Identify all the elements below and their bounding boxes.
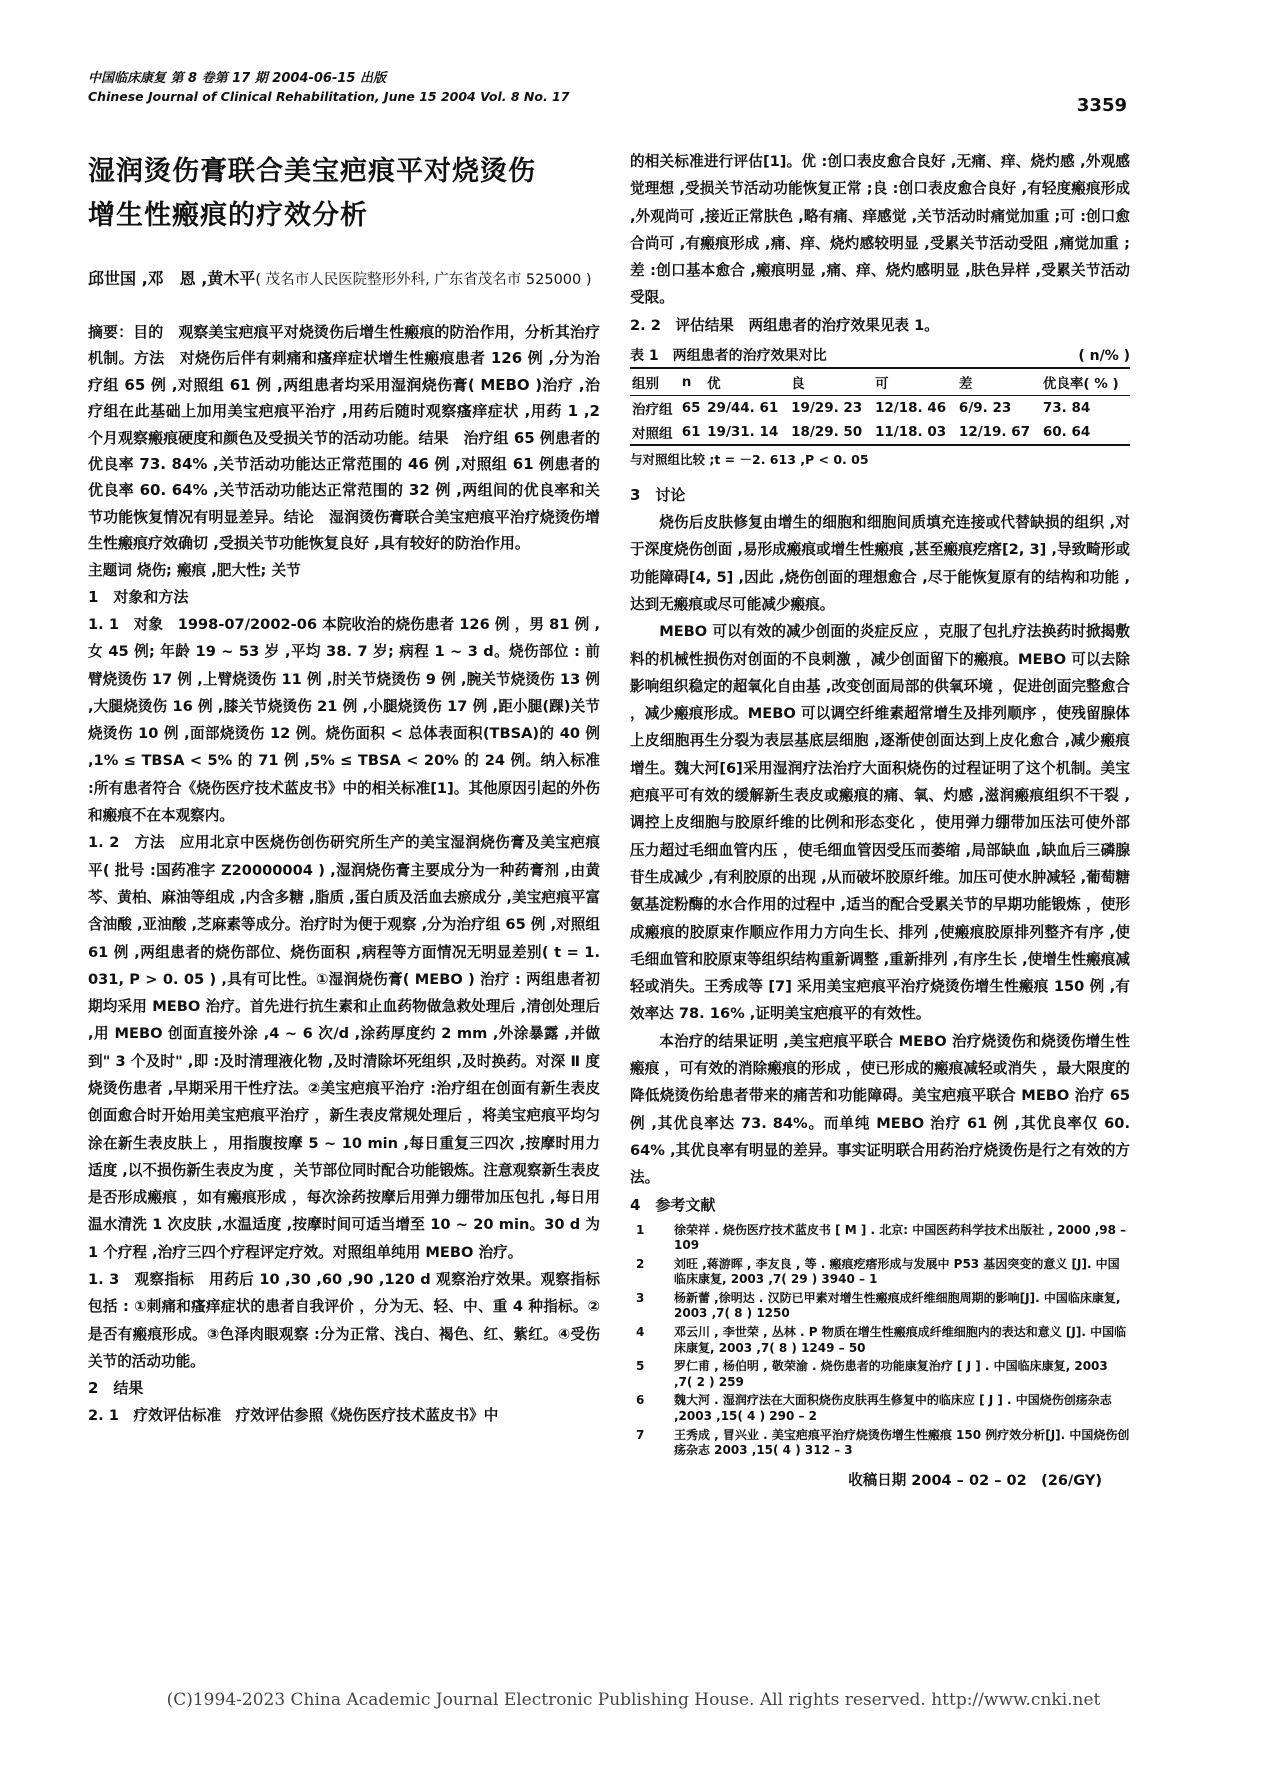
right-column <box>630 148 1130 1490</box>
section-heading-2: 2 结果 <box>88 1379 144 1398</box>
reference-text: 刘旺 ,蒋游晖 , 李友良 , 等 . 瘢痕疙瘩形成与发展中 P53 基因突变的意义 [J]. 中国临床康复, 2003 ,7( 29 ) 3940 – 1 <box>674 1256 1120 1287</box>
table-cell: 11/18. 03 <box>873 420 957 445</box>
article-title <box>88 150 600 238</box>
table-cell: 65 <box>681 400 701 417</box>
table-header-cell: n <box>680 368 705 396</box>
paragraph-criteria-start: 2. 1 疗效评估标准 疗效评估参照《烧伤医疗技术蓝皮书》中 <box>88 1407 499 1425</box>
table-cell: 12/18. 46 <box>875 400 947 417</box>
table-unit: ( n/% ) <box>1078 348 1130 365</box>
paragraph-results: 2. 2 评估结果 两组患者的治疗效果见表 1。 <box>630 316 939 334</box>
table-cell: 19/31. 14 <box>705 420 789 445</box>
table-cell: 60. 64 <box>1041 420 1130 445</box>
page-number: 3359 <box>1076 95 1127 116</box>
copyright-footer: (C)1994-2023 China Academic Journal Electronic Publishing House. All rights reserved. http://www.cnki.net <box>166 1690 1101 1710</box>
table-note: 与对照组比较 ;t = －2. 613 ,P < 0. 05 <box>630 452 869 468</box>
reference-item <box>630 1325 1130 1356</box>
running-header <box>88 70 569 106</box>
paragraph-methods: 1. 2 方法 应用北京中医烧伤创伤研究所生产的美宝湿润烧伤膏及美宝疤痕平( 批号 :国药准字 Z20000004 ) ,湿润烧伤膏主要成分为一种药膏剂 ,由黄芩、黄柏、麻油等组成 ,内含多糖 ,脂质 ,蛋白质及活血去瘀成分 ,美宝疤痕平富含油酸 ,亚油酸 ,芝麻素等成分。治疗时为便于观察 ,分为治疗组 65 例 ,对照组 61 例 ,两组患者的烧伤部位、烧伤面积 ,病程等方面情况无明显差别( t = 1. 031, P > 0. 05 ) ,具有可比性。①湿润烧伤膏( MEBO ) 治疗 : 两组患者初期均采用 MEBO 治疗。首先进行抗生素和止血药物做急救处理后 ,清创处理后 ,用 MEBO 创面直接外涂 ,4 ~ 6 次/d ,涂药厚度约 2 mm ,外涂暴露 ,并做到" 3 个及时" ,即 :及时清理液化物 ,及时清除坏死组织 ,及时换药。对深 Ⅱ 度烧烫伤患者 ,早期采用干性疗法。②美宝疤痕平治疗 :治疗组在创面有新生表皮创面愈合时开始用美宝疤痕平治疗 ，新生表皮常规处理后 ，将美宝疤痕平均匀涂在新生表皮肤上 ，用指腹按摩 5 ~ 10 min ,每日重复三四次 ,按摩时用力适度 ,以不损伤新生表皮为度 ，关节部位同时配合功能锻炼。注意观察新生表皮是否形成瘢痕 ，如有瘢痕形成 ，每次涂药按摩后用弹力绷带加压包扎 ,每日用温水清洗 1 次皮肤 ,水温适度 ,按摩时间可适当增至 10 ~ 20 min。30 d 为 1 个疗程 ,治疗三四个疗程评定疗效。对照组单纯用 MEBO 治疗。 <box>88 834 600 1261</box>
section-heading-1: 1 对象和方法 <box>88 587 189 606</box>
reference-number: 5 <box>636 1359 645 1374</box>
reference-text: 魏大河 . 湿润疗法在大面积烧伤皮肤再生修复中的临床应 [ J ] . 中国烧伤创疡杂志 ,2003 ,15( 4 ) 290 – 2 <box>674 1393 1112 1424</box>
table-cell: 12/19. 67 <box>957 420 1041 445</box>
reference-item <box>630 1257 1130 1288</box>
table-caption <box>630 345 1130 367</box>
table-cell: 73. 84 <box>1042 400 1091 417</box>
reference-item <box>630 1393 1130 1424</box>
table-header-cell: 可 <box>873 368 957 396</box>
table-header-row <box>630 368 1130 396</box>
table-header-cell: 优 <box>705 368 789 396</box>
paragraph-subjects: 1. 1 对象 1998-07/2002-06 本院收治的烧伤患者 126 例 ，男 81 例 ,女 45 例; 年龄 19 ~ 53 岁 ,平均 38. 7 岁; 病程 1 ~ 3 d。烧伤部位 : 前臂烧烫伤 17 例 ,上臂烧烫伤 11 例 ,肘关节烧烫伤 9 例 ,腕关节烧烫伤 13 例 ,大腿烧烫伤 16 例 ,膝关节烧烫伤 21 例 ,小腿烧烫伤 17 例 ,距小腿(踝)关节烧烫伤 10 例 ,面部烧烫伤 12 例。烧伤面积 < 总体表面积(TBSA)的 40 例 ,1% ≤ TBSA < 5% 的 71 例 ,5% ≤ TBSA < 20% 的 24 例。纳入标准 :所有患者符合《烧伤医疗技术蓝皮书》中的相关标准[1]。其他原因引起的外伤和瘢痕不在本观察内。 <box>88 615 600 825</box>
table-cell: 61 <box>680 420 705 445</box>
abstract: 摘要：目的 观察美宝疤痕平对烧烫伤后增生性瘢痕的防治作用，分析其治疗机制。方法 对烧伤后伴有刺痛和瘙痒症状增生性瘢痕患者 126 例 ,分为治疗组 65 例 ,对照组 61 例 ,两组患者均采用湿润烧伤膏( MEBO )治疗 ,治疗组在此基础上加用美宝疤痕平治疗 ,用药后随时观察瘙痒症状 ,用药 1 ,2 个月观察瘢痕硬度和颜色及受损关节的活动功能。结果 治疗组 65 例患者的优良率 73. 84% ,关节活动功能达正常范围的 46 例 ,对照组 61 例患者的优良率 60. 64% ,关节活动功能达正常范围的 32 例 ,两组间的优良率和关节功能恢复情况有明显差异。结论 湿润烫伤膏联合美宝疤痕平治疗烧烫伤增生性瘢痕疗效确切 ,受损关节功能恢复良好 ,具有较好的防治作用。 <box>88 323 600 553</box>
table-cell: 6/9. 23 <box>958 400 1012 417</box>
authors <box>88 266 600 293</box>
table-cell: 治疗组 <box>632 402 673 419</box>
reference-text: 徐荣祥 . 烧伤医疗技术蓝皮书 [ M ] . 北京: 中国医药科学技术出版社 , 2000 ,98 – 109 <box>674 1222 1127 1253</box>
paragraph-discussion-3: 本治疗的结果证明 ,美宝疤痕平联合 MEBO 治疗烧烫伤和烧烫伤增生性瘢痕 ，可有效的消除瘢痕的形成 ，使已形成的瘢痕减轻或消失 ，最大限度的降低烧烫伤给患者带来的痛苦和功能障碍。美宝疤痕平联合 MEBO 治疗 65 例 ,其优良率达 73. 84%。而单纯 MEBO 治疗 61 例 ,其优良率仅 60. 64% ,其优良率有明显的差异。事实证明联合用药治疗烧烫伤是行之有效的方法。 <box>630 1032 1130 1187</box>
table-cell: 29/44. 61 <box>707 400 779 417</box>
journal-header-cn: 中国临床康复 第 8 卷第 17 期 2004-06-15 出版 <box>88 71 386 86</box>
reference-item <box>630 1428 1130 1459</box>
reference-number: 2 <box>636 1256 645 1271</box>
paragraph-indicators: 1. 3 观察指标 用药后 10 ,30 ,60 ,90 ,120 d 观察治疗效果。观察指标包括 : ①刺痛和瘙痒症状的患者自我评价 ，分为无、轻、中、重 4 种指标。②是否有瘢痕形成。③色泽肉眼观察 :分为正常、浅白、褐色、红、紫红。④受伤关节的活动功能。 <box>88 1271 600 1370</box>
left-column <box>88 150 600 1430</box>
table-row <box>630 396 1130 421</box>
reference-number: 1 <box>636 1222 645 1237</box>
section-heading-4: 4 参考文献 <box>630 1195 716 1214</box>
reference-number: 4 <box>636 1325 645 1340</box>
reference-text: 罗仁甫 , 杨伯明 , 敬荣渝 . 烧伤患者的功能康复治疗 [ J ] . 中国临床康复, 2003 ,7( 2 ) 259 <box>674 1359 1108 1389</box>
reference-number: 6 <box>636 1393 645 1408</box>
table-header-cell: 组别 <box>630 368 680 396</box>
paragraph-discussion-1: 烧伤后皮肤修复由增生的细胞和细胞间质填充连接或代替缺损的组织 ,对于深度烧伤创面 ,易形成瘢痕或增生性瘢痕 ,甚至瘢痕疙瘩[2, 3] ,导致畸形或功能障碍[4, 5] ,因此 ,烧伤创面的理想愈合 ,尽于能恢复原有的结构和功能 ,达到无瘢痕或尽可能减少瘢痕。 <box>630 514 1130 613</box>
reference-text: 邓云川 , 李世荣 , 丛林 . P 物质在增生性瘢痕成纤维细胞内的表达和意义 [J]. 中国临床康复, 2003 ,7( 8 ) 1249 – 50 <box>674 1325 1127 1355</box>
reference-number: 7 <box>636 1427 645 1442</box>
keywords: 主题词 烧伤; 瘢痕 ,肥大性; 关节 <box>88 561 301 579</box>
table-cell: 对照组 <box>630 420 680 445</box>
table-header-cell: 良 <box>789 368 873 396</box>
reference-item <box>630 1223 1130 1254</box>
paragraph-criteria-cont: 的相关标准进行评估[1]。优 :创口表皮愈合良好 ,无痛、痒、烧灼感 ,外观感觉理想 ,受损关节活动功能恢复正常 ;良 :创口表皮愈合良好 ,有轻度瘢痕形成 ,外观尚可 ,接近正常肤色 ,略有痛、痒感觉 ,关节活动时痛觉加重 ;可 :创口愈合尚可 ,有瘢痕形成 ,痛、痒、烧灼感较明显 ,受累关节活动受阻 ,痛觉加重 ;差 :创口基本愈合 ,瘢痕明显 ,痛、痒、烧灼感明显 ,肤色异样 ,受累关节活动受限。 <box>630 153 1130 307</box>
reference-item <box>630 1291 1130 1322</box>
title-line-1: 湿润烫伤膏联合美宝疤痕平对烧烫伤 <box>88 156 536 187</box>
reference-number: 3 <box>636 1290 645 1305</box>
results-table <box>630 367 1130 446</box>
table-header-cell: 优良率( % ) <box>1041 368 1130 396</box>
reference-text: 王秀成 , 冒兴业 . 美宝疤痕平治疗烧烫伤增生性瘢痕 150 例疗效分析[J]. 中国烧伤创疡杂志 2003 ,15( 4 ) 312 – 3 <box>674 1427 1130 1458</box>
journal-header-en: Chinese Journal of Clinical Rehabilitation, June 15 2004 Vol. 8 No. 17 <box>88 89 570 104</box>
reference-item <box>630 1359 1130 1390</box>
paragraph-discussion-2: MEBO 可以有效的减少创面的炎症反应 ，克服了包扎疗法换药时掀揭敷料的机械性损伤对创面的不良刺激 ，减少创面留下的瘢痕。MEBO 可以去除影响组织稳定的超氧化自由基 ,改变创面局部的供氧环境 ，促进创面完整愈合 ，减少瘢痕形成。MEBO 可以调空纤维素超常增生及排列顺序 ，使残留腺体上皮细胞再生分裂为表层基底层细胞 ,逐渐使创面达到上皮化愈合 ,减少瘢痕增生。魏大河[6]采用湿润疗法治疗大面积烧伤的过程证明了这个机制。美宝疤痕平可有效的缓解新生表皮或瘢痕的痛、氧、灼感 ,滋润瘢痕组织不干裂 ,调控上皮细胞与胶原纤维的比例和形态变化 ，使用弹力绷带加压法可使外部压力超过毛细血管内压 ，使毛细血管因受压而萎缩 ,局部缺血 ,缺血后三磷腺苷生成减少 ,有利胶原的出现 ,从而破坏胶原纤维。加压可使水肿减轻 ,葡萄糖氨基淀粉酶的水合作用的过程中 ,适当的配合受累关节的早期功能锻炼 ，使形成瘢痕的胶原束作顺应作用力方向生长、排列 ,使瘢痕胶原排列整齐有序 ,使毛细血管和胶原束等组织结构重新调整 ,重新排列 ,有序生长 ,使增生性瘢痕减轻或消失。王秀成等 [7] 采用美宝疤痕平治疗烧烫伤增生性瘢痕 150 例 ,有效率达 78. 16% ,证明美宝疤痕平的有效性。 <box>630 623 1130 1023</box>
section-heading-3: 3 讨论 <box>630 486 686 505</box>
table-row <box>630 420 1130 445</box>
reference-text: 杨新蕾 ,徐明达 . 汉防已甲素对增生性瘢痕成纤维细胞周期的影响[J]. 中国临床康复, 2003 ,7( 8 ) 1250 <box>674 1290 1121 1321</box>
received-date: 收稿日期 2004 – 02 – 02 (26/GY) <box>848 1472 1102 1489</box>
table-cell: 18/29. 50 <box>789 420 873 445</box>
table-title: 表 1 两组患者的治疗效果对比 <box>630 348 827 365</box>
title-line-2: 增生性瘢痕的疗效分析 <box>88 200 368 231</box>
table-cell: 19/29. 23 <box>791 400 863 417</box>
table-header-cell: 差 <box>957 368 1041 396</box>
author-affiliation: ( 茂名市人民医院整形外科, 广东省茂名市 525000 ) <box>255 272 592 288</box>
author-names: 邱世国 ,邓 恩 ,黄木平 <box>88 269 256 288</box>
reference-list <box>630 1223 1130 1459</box>
